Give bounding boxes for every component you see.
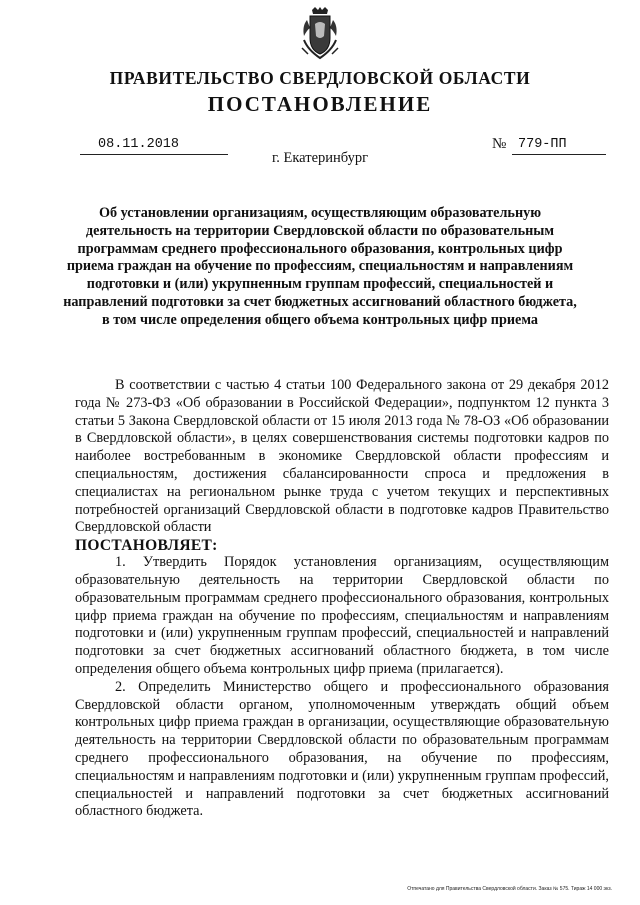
coat-of-arms-emblem bbox=[298, 6, 342, 62]
item-2-paragraph: 2. Определить Министерство общего и профессионального образования Свердловской области органом, уполномоченным утверждать общий объем контрольных цифр приема граждан в организации, осуществляющие образовательную деятельность на территории Свердловской области по образовательным программам среднего профессионального образования, на обучение по профессиям, специальностям и направлениям подготовки и (или) укрупненным группам профессий, специальностей и направлений подготовки за счет бюджетных ассигнований областного бюджета. bbox=[75, 678, 609, 820]
document-type: ПОСТАНОВЛЕНИЕ bbox=[207, 92, 433, 116]
decree-body bbox=[75, 377, 609, 821]
decree-number: 779-ПП bbox=[512, 137, 606, 155]
government-name: ПРАВИТЕЛЬСТВО СВЕРДЛОВСКОЙ ОБЛАСТИ bbox=[109, 68, 531, 88]
decree-title: Об установлении организациям, осуществляющим образовательную деятельность на территории Свердловской области по образовательным программам среднего профессионального образования, контрольных цифр приема граждан на обучение по профессиям, специальностям и направлениям подготовки и (или) укрупненным группам профессий, специальностей и направлений подготовки за счет бюджетных ассигнований областного бюджета, в том числе определения общего объема контрольных цифр приема bbox=[63, 205, 577, 328]
decree-date: 08.11.2018 bbox=[80, 137, 228, 155]
resolves-heading: ПОСТАНОВЛЯЕТ: bbox=[75, 537, 218, 555]
preamble-paragraph: В соответствии с частью 4 статьи 100 Федерального закона от 29 декабря 2012 года № 273-ФЗ «Об образовании в Российской Федерации», подпунктом 12 пункта 3 статьи 5 Закона Свердловской области от 15 июля 2013 года № 78-ОЗ «Об образовании в Свердловской области», в целях совершенствования системы подготовки кадров по наиболее востребованным в экономике Свердловской области профессиям и специальностям, достижения сбалансированности спроса и предложения в специалистах на региональном рынке труда с учетом текущих и перспективных потребностей организаций Свердловской области в подготовке кадров Правительство Свердловской области bbox=[75, 377, 609, 536]
item-1-paragraph: 1. Утвердить Порядок установления организациям, осуществляющим образовательную деятельность на территории Свердловской области по образовательным программам среднего профессионального образования, контрольных цифр приема граждан на обучение по профессиям, специальностям и направлениям подготовки и (или) укрупненным группам профессий, специальностей и направлений подготовки за счет бюджетных ассигнований областного бюджета, в том числе определения общего объема контрольных цифр приема (прилагается). bbox=[75, 554, 609, 677]
print-footer: Отпечатано для Правительства Свердловской области. Заказ № 575. Тираж 14 000 экз. bbox=[407, 886, 612, 892]
number-sign: № bbox=[492, 136, 507, 152]
city: г. Екатеринбург bbox=[271, 150, 369, 166]
